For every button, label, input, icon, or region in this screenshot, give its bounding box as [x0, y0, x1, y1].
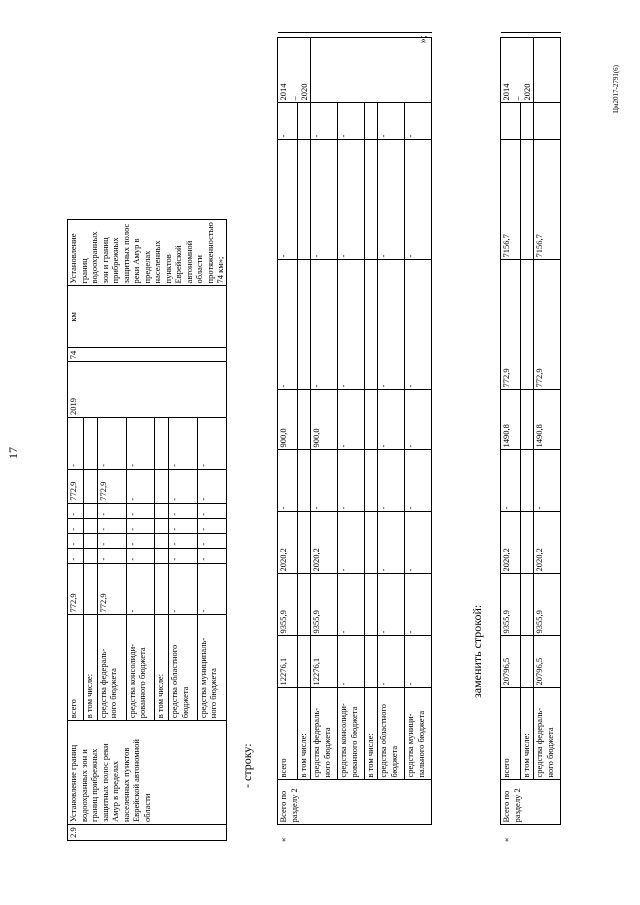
amount-cell: 900,0	[311, 390, 338, 450]
empty-cell	[501, 103, 521, 140]
amount-cell: -	[405, 450, 432, 512]
amount-cell: -	[338, 140, 365, 260]
amount-cell: -	[278, 103, 298, 140]
amount-cell: -	[97, 533, 126, 548]
amount-cell	[365, 390, 378, 450]
funding-source-label: в том числе:	[83, 615, 97, 721]
amount-cell	[365, 103, 378, 140]
amount-cell	[83, 418, 97, 470]
funding-source-label: средства муниципаль- ного бюджета	[197, 615, 226, 721]
table-row	[521, 33, 534, 844]
label-strokes: - строку:	[240, 743, 254, 788]
amount-cell: 2020,2	[311, 512, 338, 574]
amount-cell	[298, 450, 311, 512]
amount-cell	[521, 450, 534, 512]
quote-close: »;	[418, 35, 429, 44]
amount-cell: -	[68, 518, 84, 533]
amount-cell: -	[126, 548, 155, 563]
amount-cell: 20796,5	[501, 636, 521, 688]
table-row	[155, 1, 169, 841]
table-row	[338, 33, 365, 844]
amount-cell: 9355,9	[311, 574, 338, 636]
amount-cell: -	[338, 574, 365, 636]
quantity-cell: 74	[68, 348, 227, 362]
amount-cell	[521, 512, 534, 574]
amount-cell	[83, 503, 97, 518]
amount-cell: -	[68, 418, 84, 470]
funding-source-label: средства федераль- ного бюджета	[97, 615, 126, 721]
amount-cell: -	[97, 418, 126, 470]
quote-open: «	[277, 837, 288, 842]
amount-cell: -	[378, 260, 405, 390]
amount-cell	[155, 518, 169, 533]
amount-cell: 12276,1	[278, 636, 298, 688]
amount-cell	[83, 533, 97, 548]
amount-cell	[298, 636, 311, 688]
empty-cell	[534, 38, 561, 103]
amount-cell	[298, 260, 311, 390]
amount-cell: -	[378, 390, 405, 450]
amount-cell	[521, 574, 534, 636]
funding-source-label: всего	[68, 615, 84, 721]
amount-cell: 772,9	[534, 260, 561, 390]
table-row	[68, 1, 84, 841]
label-replace: заменить строкой:	[470, 604, 484, 698]
amount-cell: -	[405, 636, 432, 688]
amount-cell: 9355,9	[534, 574, 561, 636]
amount-cell	[298, 103, 311, 140]
amount-cell: -	[338, 636, 365, 688]
section-total-cell: Всего по разделу 2	[501, 780, 561, 825]
table-section-2-9	[67, 0, 227, 841]
amount-cell	[83, 469, 97, 503]
amount-cell: 12276,1	[311, 636, 338, 688]
amount-cell: -	[197, 503, 226, 518]
table-row	[365, 33, 378, 844]
funding-source-label: средства муници- пального бюджета	[405, 688, 432, 780]
amount-cell: -	[97, 518, 126, 533]
amount-cell	[521, 390, 534, 450]
amount-cell: -	[501, 450, 521, 512]
amount-cell: -	[126, 518, 155, 533]
amount-cell: -	[378, 574, 405, 636]
table-row	[126, 1, 155, 841]
amount-cell	[83, 518, 97, 533]
funding-source-label: средства консолиди- рованного бюджета	[338, 688, 365, 780]
amount-cell	[155, 418, 169, 470]
amount-cell: -	[126, 503, 155, 518]
table-row	[97, 1, 126, 841]
table-row	[278, 33, 298, 844]
amount-cell: -	[197, 563, 226, 615]
amount-cell: -	[68, 503, 84, 518]
amount-cell: 772,9	[97, 563, 126, 615]
funding-source-label: всего	[501, 688, 521, 780]
amount-cell: -	[197, 418, 226, 470]
amount-cell	[298, 512, 311, 574]
amount-cell: -	[405, 512, 432, 574]
amount-cell	[365, 450, 378, 512]
amount-cell: -	[405, 574, 432, 636]
amount-cell	[83, 563, 97, 615]
amount-cell	[155, 533, 169, 548]
amount-cell	[521, 636, 534, 688]
amount-cell: -	[126, 418, 155, 470]
amount-cell: -	[197, 518, 226, 533]
amount-cell: 772,9	[501, 260, 521, 390]
amount-cell: -	[68, 533, 84, 548]
amount-cell: 2020,2	[534, 512, 561, 574]
amount-cell: -	[278, 260, 298, 390]
table-section-total-old	[277, 33, 432, 845]
table-row	[311, 33, 338, 844]
amount-cell: -	[97, 503, 126, 518]
amount-cell: 20796,5	[534, 636, 561, 688]
funding-source-label: средства областного бюджета	[169, 615, 198, 721]
amount-cell: -	[311, 140, 338, 260]
amount-cell	[298, 574, 311, 636]
amount-cell: -	[405, 140, 432, 260]
amount-cell: 2020,2	[278, 512, 298, 574]
amount-cell: -	[338, 103, 365, 140]
amount-cell: -	[405, 390, 432, 450]
table-row	[501, 33, 521, 844]
amount-cell: 1490,8	[534, 390, 561, 450]
amount-cell	[155, 503, 169, 518]
section-total-cell: Всего по разделу 2	[278, 780, 432, 825]
amount-cell: 7156,7	[534, 140, 561, 260]
amount-cell: -	[169, 518, 198, 533]
amount-cell: -	[169, 418, 198, 470]
table-row	[298, 33, 311, 844]
amount-cell: -	[378, 512, 405, 574]
amount-cell: -	[378, 450, 405, 512]
amount-cell: -	[278, 140, 298, 260]
amount-cell: -	[378, 103, 405, 140]
amount-cell: -	[197, 548, 226, 563]
amount-cell: -	[338, 512, 365, 574]
amount-cell: -	[197, 469, 226, 503]
amount-cell: -	[126, 469, 155, 503]
funding-source-label: всего	[278, 688, 298, 780]
amount-cell: -	[378, 636, 405, 688]
table-row	[197, 1, 226, 841]
amount-cell	[521, 260, 534, 390]
table-row	[169, 1, 198, 841]
amount-cell	[521, 140, 534, 260]
amount-cell: -	[169, 548, 198, 563]
amount-cell: 9355,9	[501, 574, 521, 636]
amount-cell: -	[126, 533, 155, 548]
funding-source-label: средства федераль- ного бюджета	[311, 688, 338, 780]
table-row	[378, 33, 405, 844]
amount-cell: -	[338, 390, 365, 450]
blank-column	[278, 33, 432, 44]
amount-cell	[365, 574, 378, 636]
year-cell: 2019	[68, 362, 227, 418]
amount-cell: 9355,9	[278, 574, 298, 636]
funding-source-label: в том числе:	[298, 688, 311, 780]
funding-source-label: средства областного бюджета	[378, 688, 405, 780]
amount-cell: -	[311, 103, 338, 140]
empty-cell	[521, 103, 534, 140]
funding-source-label: в том числе:	[521, 688, 534, 780]
funding-source-label: средства консолиди- рованного бюджета	[126, 615, 155, 721]
document-code: Цм2017-2791(6)	[612, 65, 620, 113]
amount-cell	[155, 563, 169, 615]
amount-cell: -	[197, 533, 226, 548]
table-row	[534, 33, 561, 844]
amount-cell: 7156,7	[501, 140, 521, 260]
empty-cell	[534, 103, 561, 140]
amount-cell: 1490,8	[501, 390, 521, 450]
amount-cell	[298, 140, 311, 260]
funding-source-label: в том числе:	[155, 615, 169, 721]
amount-cell: -	[311, 260, 338, 390]
amount-cell: 2020,2	[501, 512, 521, 574]
amount-cell	[298, 390, 311, 450]
amount-cell: -	[68, 548, 84, 563]
amount-cell: 772,9	[68, 563, 84, 615]
funding-source-label: в том числе:	[365, 688, 378, 780]
table-row	[405, 33, 432, 844]
amount-cell: -	[97, 548, 126, 563]
amount-cell: -	[169, 469, 198, 503]
amount-cell: -	[534, 450, 561, 512]
years-cell: 2014 – 2020	[501, 38, 534, 103]
table-row	[83, 1, 97, 841]
page-number: 17	[6, 447, 20, 459]
row-number-cell: 2.9	[68, 825, 227, 841]
result-cell: Установление границ водоохранных зон и границ прибрежных защитных полос реки Амур в пределах населенных пунктов Еврейской автономной области протяженностью 74 км»;	[68, 220, 227, 286]
amount-cell: -	[311, 450, 338, 512]
amount-cell: 772,9	[97, 469, 126, 503]
quote-open: «	[500, 837, 511, 842]
amount-cell: -	[278, 450, 298, 512]
amount-cell	[83, 548, 97, 563]
amount-cell: -	[405, 260, 432, 390]
amount-cell	[365, 512, 378, 574]
amount-cell: -	[169, 563, 198, 615]
amount-cell: -	[169, 503, 198, 518]
amount-cell	[365, 260, 378, 390]
amount-cell: 772,9	[68, 469, 84, 503]
amount-cell	[365, 140, 378, 260]
years-cell: 2014 – 2020	[278, 38, 311, 103]
amount-cell: -	[338, 450, 365, 512]
amount-cell: -	[338, 260, 365, 390]
unit-cell: км	[68, 286, 227, 348]
amount-cell: -	[378, 140, 405, 260]
amount-cell: 900,0	[278, 390, 298, 450]
table-section-total-new	[500, 33, 561, 845]
measure-name-cell: Установление границ водоохранных зон и границ прибрежных защитных полос реки Амур в пределах населенных пунктов Еврейской автономной области	[68, 721, 227, 825]
amount-cell	[155, 469, 169, 503]
empty-cell	[311, 35, 432, 103]
amount-cell: -	[126, 563, 155, 615]
amount-cell	[365, 636, 378, 688]
amount-cell	[155, 548, 169, 563]
amount-cell: -	[405, 103, 432, 140]
funding-source-label: средства федераль- ного бюджета	[534, 688, 561, 780]
amount-cell: -	[169, 533, 198, 548]
